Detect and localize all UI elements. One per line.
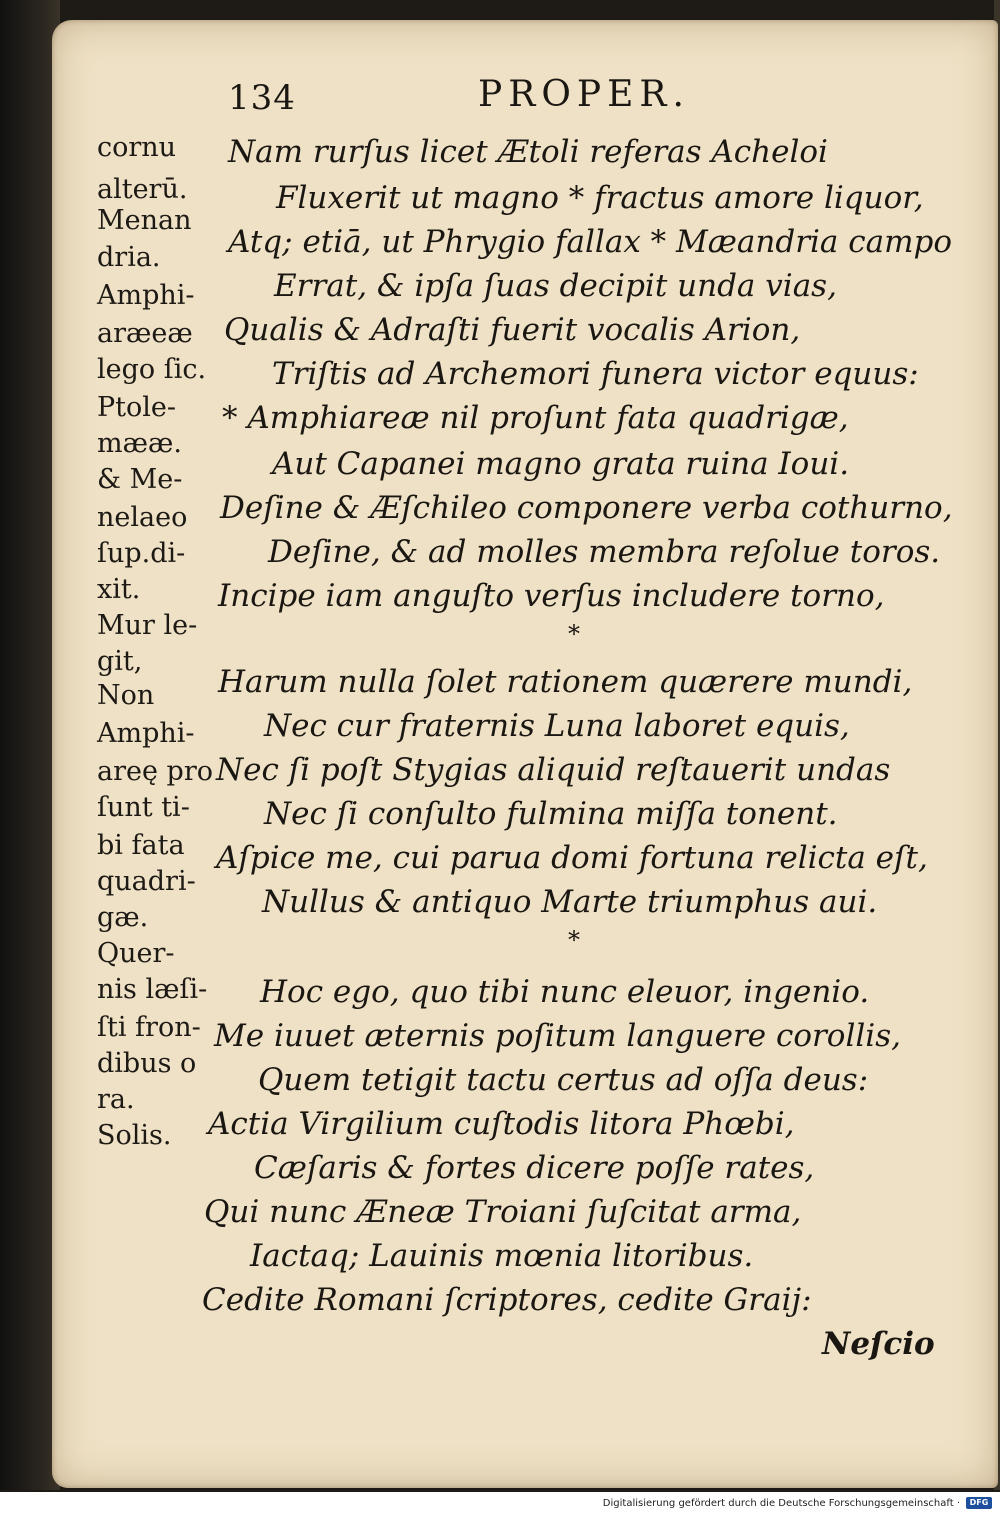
verse-line: Nam rurſus licet Ætoli referas Acheloi (228, 134, 828, 170)
margin-note: gæ. (97, 902, 149, 933)
verse-line: * Amphiareæ nil proſunt fata quadrigæ, (222, 400, 849, 436)
verse-line: Fluxerit ut magno * fractus amore liquor, (276, 180, 924, 216)
margin-note: ra. (97, 1084, 135, 1115)
verse-line: Quem tetigit tactu certus ad oſſa deus: (258, 1062, 869, 1098)
page-number: 134 (228, 78, 296, 118)
margin-note: xit. (97, 574, 141, 605)
margin-note: Amphi- (97, 718, 195, 749)
margin-note: git, (97, 646, 143, 677)
verse-line: Cæſaris & fortes dicere poſſe rates, (254, 1150, 815, 1186)
running-head: PROPER. (478, 74, 690, 115)
verse-line: Nec cur fraternis Luna laboret equis, (264, 708, 850, 744)
verse-line: Iactaq; Lauinis mœnia litoribus. (250, 1238, 754, 1274)
verse-line: Aſpice me, cui parua domi fortuna relicta eſt, (216, 840, 928, 876)
verse-line: Actia Virgilium cuſtodis litora Phœbi, (208, 1106, 795, 1142)
margin-note: alterū. (97, 174, 188, 205)
verse-line: Incipe iam anguſto verſus includere torno, (218, 578, 885, 614)
margin-note: Quer- (97, 938, 175, 969)
margin-note: mææ. (97, 428, 182, 459)
margin-note: dria. (97, 242, 161, 273)
margin-note: Non (97, 680, 155, 711)
margin-note: nis læſi- (97, 974, 208, 1005)
funding-credit: Digitalisierung gefördert durch die Deutsche Forschungsgemeinschaft · (602, 1498, 960, 1509)
verse-line: Qui nunc Æneæ Troiani ſuſcitat arma, (204, 1194, 802, 1230)
verse-line: Nullus & antiquo Marte triumphus aui. (262, 884, 878, 920)
verse-line: Hoc ego, quo tibi nunc eleuor, ingenio. (260, 974, 870, 1010)
verse-line: Aut Capanei magno grata ruina Ioui. (272, 446, 850, 482)
margin-note: quadri- (97, 866, 196, 897)
margin-note: Ptole- (97, 392, 177, 423)
verse-line: Nec ſi poſt Stygias aliquid reſtauerit undas (216, 752, 891, 788)
margin-note: ſunt ti- (97, 792, 190, 823)
verse-line: Deſine, & ad molles membra reſolue toros. (268, 534, 941, 570)
catchword: Neſcio (822, 1326, 935, 1362)
margin-note: Mur le- (97, 610, 198, 641)
margin-note: Menan (97, 205, 192, 236)
margin-note: Solis. (97, 1120, 172, 1151)
book-edge-left (0, 0, 60, 1490)
verse-line: Me iuuet æternis poſitum languere corollis, (214, 1018, 901, 1054)
margin-note: dibus o (97, 1048, 197, 1079)
verse-line: Nec ſi conſulto fulmina miſſa tonent. (264, 796, 838, 832)
margin-note: ſup.di- (97, 538, 186, 569)
verse-line: Cedite Romani ſcriptores, cedite Graij: (202, 1282, 812, 1318)
verse-line: Triſtis ad Archemori funera victor equus: (272, 356, 919, 392)
verse-line: Harum nulla ſolet rationem quærere mundi, (218, 664, 913, 700)
section-asterisk: * (568, 620, 580, 648)
dfg-logo: DFG (966, 1497, 992, 1509)
margin-note: bi fata (97, 830, 185, 861)
margin-note: Amphi- (97, 280, 195, 311)
margin-note: ſti fron- (97, 1012, 201, 1043)
margin-note: areę pro (97, 756, 213, 787)
margin-note: aræeæ (97, 318, 193, 349)
section-asterisk: * (568, 926, 580, 954)
verse-line: Atq; etiā, ut Phrygio fallax * Mæandria campo (228, 224, 953, 260)
verse-line: Qualis & Adraſti fuerit vocalis Arion, (224, 312, 801, 348)
margin-note: lego ſic. (97, 354, 207, 385)
verse-line: Errat, & ipſa ſuas decipit unda vias, (274, 268, 837, 304)
verse-line: Deſine & Æſchileo componere verba cothurno, (220, 490, 953, 526)
margin-note: cornu (97, 132, 177, 163)
margin-note: & Me- (97, 464, 183, 495)
margin-note: nelaeo (97, 502, 188, 533)
